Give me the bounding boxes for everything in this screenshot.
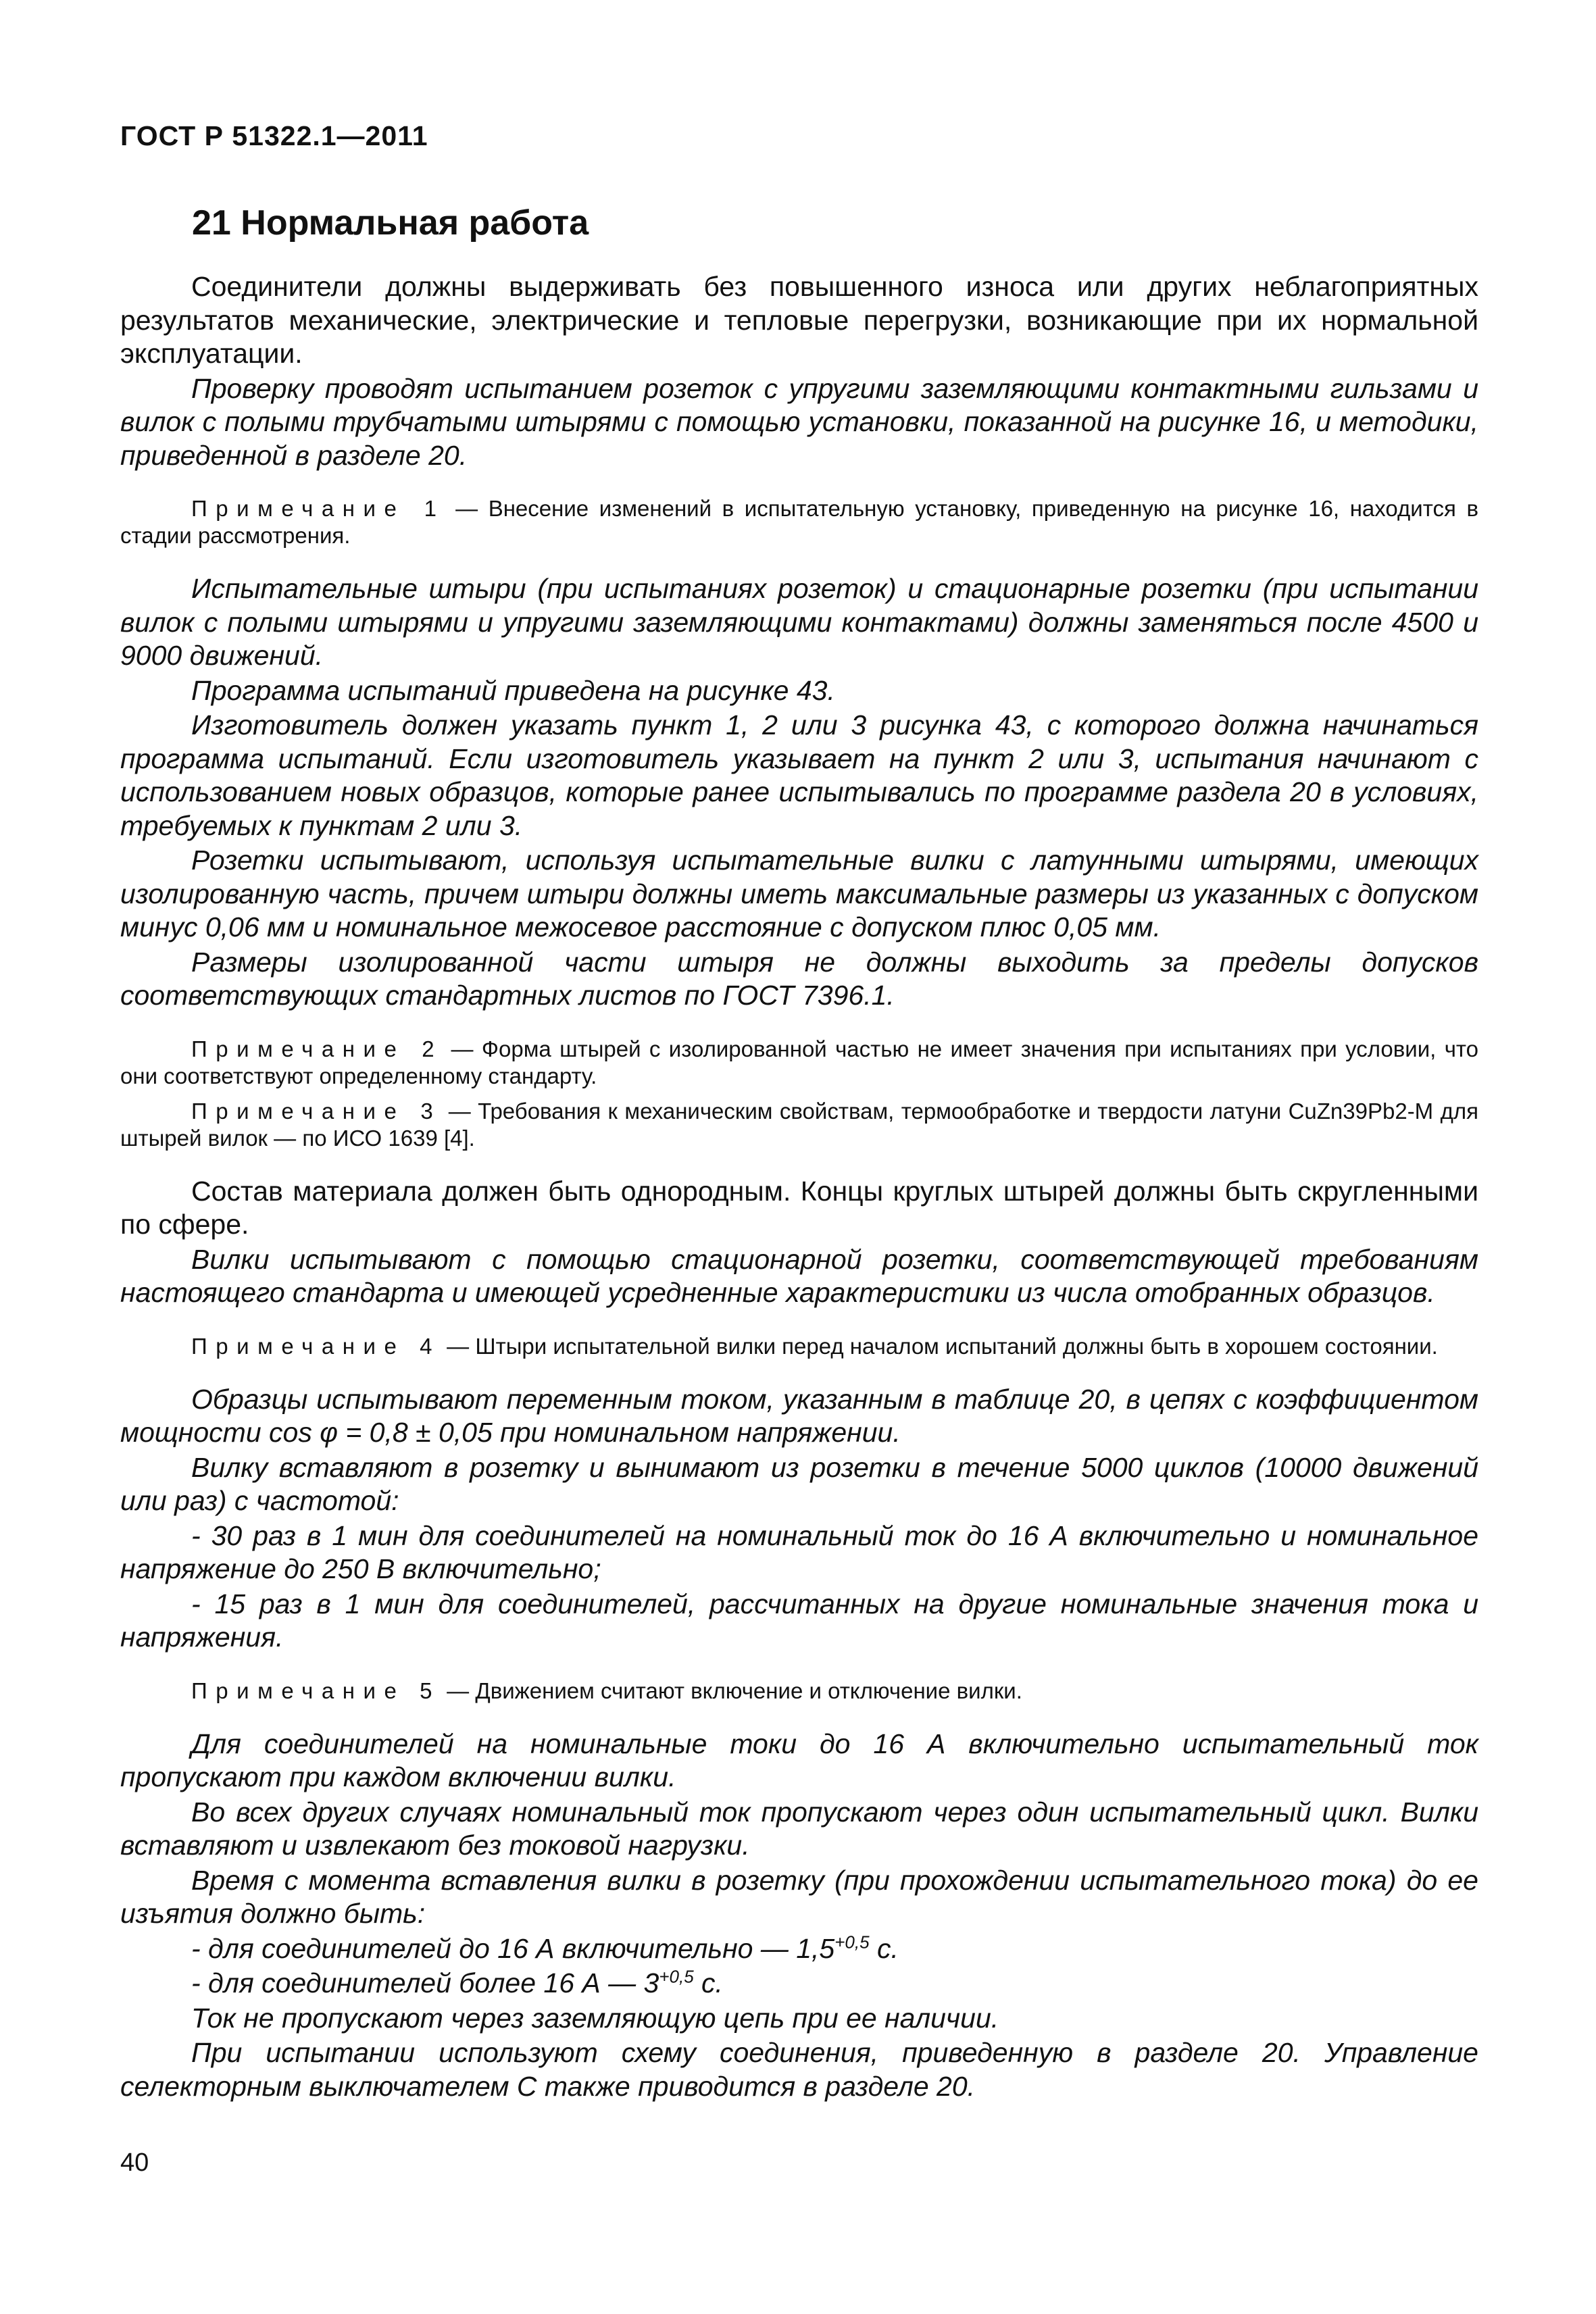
note-text: — Форма штырей с изолированной частью не имеет значения при испытаниях при условии, что они соответствуют определенному стандарту. bbox=[120, 1036, 1478, 1088]
list-item-text: - для соединителей до 16 А включительно — 1,5 bbox=[191, 1932, 835, 1964]
paragraph bbox=[120, 1967, 1478, 2001]
paragraph: Изготовитель должен указать пункт 1, 2 или 3 рисунка 43, с которого должна начинаться программа испытаний. Если изготовитель указывает на пункт 2 или 3, испытания начинают с использованием новых образцов, которые ранее испытывались по программе раздела 20 в условиях, требуемых к пунктам 2 или 3. bbox=[120, 709, 1478, 841]
paragraph: Образцы испытывают переменным током, указанным в таблице 20, в цепях с коэффициентом мощности cos φ = 0,8 ± 0,05 при номинальном напряжении. bbox=[120, 1383, 1478, 1448]
paragraph: Вилки испытывают с помощью стационарной розетки, соответствующей требованиям настоящего стандарта и имеющей усредненные характеристики из числа отобранных образцов. bbox=[120, 1243, 1478, 1308]
paragraph: Состав материала должен быть однородным. Концы круглых штырей должны быть скругленными по сфере. bbox=[120, 1175, 1478, 1240]
note-label: Примечание 3 bbox=[191, 1098, 442, 1124]
paragraph: Проверку проводят испытанием розеток с упругими заземляющими контактными гильзами и вилок с полыми трубчатыми штырями с помощью установки, показанной на рисунке 16, и методики, приведенной в разделе 20. bbox=[120, 372, 1478, 471]
note-5 bbox=[120, 1678, 1478, 1705]
paragraph: Соединители должны выдерживать без повышенного износа или других неблагоприятных результатов механические, электрические и тепловые перегрузки, возникающие при их нормальной эксплуатации. bbox=[120, 271, 1478, 369]
paragraph: Размеры изолированной части штыря не должны выходить за пределы допусков соответствующих стандартных листов по ГОСТ 7396.1. bbox=[120, 946, 1478, 1011]
paragraph: Время с момента вставления вилки в розетку (при прохождении испытательного тока) до ее изъятия должно быть: bbox=[120, 1864, 1478, 1929]
paragraph: Испытательные штыри (при испытаниях розеток) и стационарные розетки (при испытании вилок с полыми штырями и упругими заземляющими контактами) должны заменяться после 4500 и 9000 движений. bbox=[120, 573, 1478, 671]
note-label: Примечание 2 bbox=[191, 1036, 443, 1061]
paragraph: Программа испытаний приведена на рисунке 43. bbox=[191, 674, 835, 706]
paragraph: При испытании используют схему соединения, приведенную в разделе 20. Управление селекторным выключателем С также приводится в разделе 20. bbox=[120, 2037, 1478, 2102]
page-number: 40 bbox=[120, 2148, 149, 2177]
document-code-header: ГОСТ Р 51322.1—2011 bbox=[120, 120, 428, 151]
list-item-text: - для соединителей более 16 А — 3 bbox=[191, 1967, 659, 1998]
note-label: Примечание 4 bbox=[191, 1333, 441, 1359]
note-2 bbox=[120, 1036, 1478, 1090]
paragraph: Для соединителей на номинальные токи до 16 А включительно испытательный ток пропускают при каждом включении вилки. bbox=[120, 1728, 1478, 1792]
tolerance-superscript: +0,5 bbox=[834, 1931, 870, 1952]
note-label: Примечание 1 bbox=[191, 496, 445, 521]
note-4 bbox=[120, 1333, 1478, 1360]
note-3 bbox=[120, 1098, 1478, 1152]
paragraph: Во всех других случаях номинальный ток пропускают через один испытательный цикл. Вилки вставляют и извлекают без токовой нагрузки. bbox=[120, 1796, 1478, 1861]
paragraph: Ток не пропускают через заземляющую цепь при ее наличии. bbox=[191, 2002, 999, 2034]
note-text: — Внесение изменений в испытательную установку, приведенную на рисунке 16, находится в стадии рассмотрения. bbox=[120, 496, 1478, 548]
tolerance-superscript: +0,5 bbox=[659, 1966, 694, 1987]
paragraph: Розетки испытывают, используя испытательные вилки с латунными штырями, имеющих изолированную часть, причем штыри должны иметь максимальные размеры из указанных с допуском минус 0,06 мм и номинальное межосевое расстояние с допуском плюс 0,05 мм. bbox=[120, 845, 1478, 942]
list-item-end: с. bbox=[869, 1932, 899, 1964]
paragraph: Вилку вставляют в розетку и вынимают из розетки в течение 5000 циклов (10000 движений или раз) с частотой: bbox=[120, 1451, 1478, 1516]
paragraph: - 30 раз в 1 мин для соединителей на номинальный ток до 16 А включительно и номинальное напряжение до 250 В включительно; bbox=[120, 1519, 1478, 1584]
note-text: — Требования к механическим свойствам, термообработке и твердости латуни CuZn39Pb2-M для штырей вилок — по ИСО 1639 [4]. bbox=[120, 1098, 1478, 1151]
note-text: — Штыри испытательной вилки перед началом испытаний должны быть в хорошем состоянии. bbox=[441, 1333, 1438, 1359]
section-title: 21 Нормальная работа bbox=[192, 203, 589, 243]
paragraph bbox=[120, 1932, 1478, 1966]
note-label: Примечание 5 bbox=[191, 1678, 441, 1703]
note-1 bbox=[120, 495, 1478, 549]
paragraph: - 15 раз в 1 мин для соединителей, рассчитанных на другие номинальные значения тока и напряжения. bbox=[120, 1588, 1478, 1653]
main-text bbox=[120, 270, 1478, 2105]
note-text: — Движением считают включение и отключение вилки. bbox=[441, 1678, 1022, 1703]
list-item-end: с. bbox=[693, 1967, 723, 1998]
